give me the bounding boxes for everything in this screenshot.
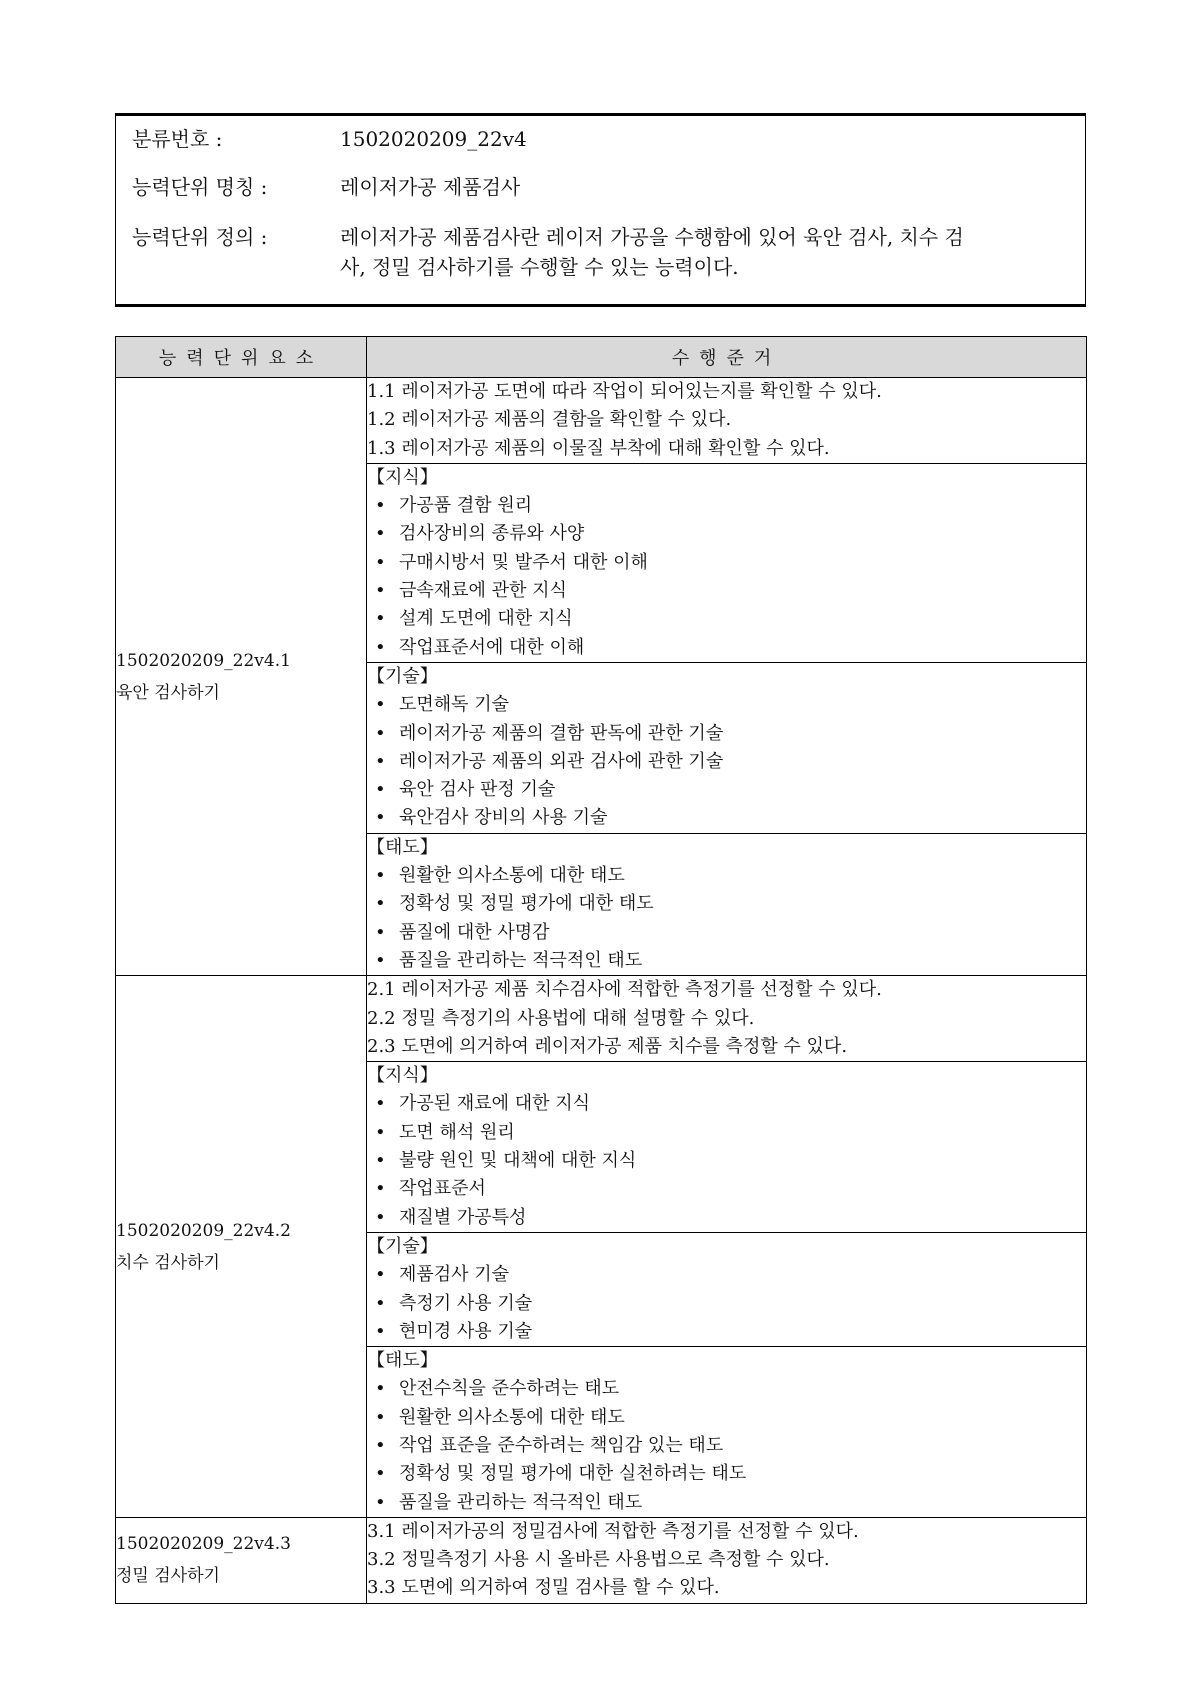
list-item: • 가공된 재료에 대한 지식 <box>375 1093 591 1115</box>
criteria-item: 1.3 레이저가공 제품의 이물질 부착에 대해 확인할 수 있다. <box>367 437 830 459</box>
section-title: 【기술】 <box>367 665 438 687</box>
criteria-item: 2.2 정밀 측정기의 사용법에 대해 설명할 수 있다. <box>367 1007 755 1029</box>
unit-cell <box>116 976 367 1518</box>
list-item: • 레이저가공 제품의 결함 판독에 관한 기술 <box>375 722 724 744</box>
unit-definition-value <box>340 222 1080 282</box>
list-item: • 설계 도면에 대한 지식 <box>375 608 573 630</box>
attitude-cell <box>367 833 1087 975</box>
list-item: • 정확성 및 정밀 평가에 대한 실천하려는 태도 <box>375 1463 747 1485</box>
list-item: • 재질별 가공특성 <box>375 1206 527 1228</box>
unit-row <box>116 976 1087 1062</box>
criteria-cell <box>367 976 1087 1062</box>
section-title: 【지식】 <box>367 466 438 488</box>
criteria-cell <box>367 378 1087 464</box>
list-item: • 검사장비의 종류와 사양 <box>375 523 585 545</box>
competency-table <box>115 336 1087 1604</box>
criteria-cell <box>367 1517 1087 1603</box>
list-item: • 제품검사 기술 <box>375 1264 510 1286</box>
list-item: • 육안검사 장비의 사용 기술 <box>375 807 608 829</box>
definition-line: 사, 정밀 검사하기를 수행할 수 있는 능력이다. <box>340 255 739 279</box>
list-item: • 품질을 관리하는 적극적인 태도 <box>375 1491 643 1513</box>
unit-name-value: 레이저가공 제품검사 <box>340 175 521 199</box>
list-item: • 원활한 의사소통에 대한 태도 <box>375 1406 625 1428</box>
skill-cell <box>367 1232 1087 1346</box>
classification-value: 1502020209_22v4 <box>340 127 527 151</box>
list-item: • 품질을 관리하는 적극적인 태도 <box>375 949 643 971</box>
criteria-item: 2.1 레이저가공 제품 치수검사에 적합한 측정기를 선정할 수 있다. <box>367 979 882 1001</box>
list-item: • 가공품 결함 원리 <box>375 495 533 517</box>
list-item: • 작업 표준을 준수하려는 책임감 있는 태도 <box>375 1434 724 1456</box>
list-item: • 원활한 의사소통에 대한 태도 <box>375 865 625 887</box>
knowledge-cell <box>367 463 1087 662</box>
list-item: • 측정기 사용 기술 <box>375 1292 533 1314</box>
element-header: 능력단위요소 <box>116 337 367 378</box>
section-title: 【기술】 <box>367 1235 438 1257</box>
list-item: • 안전수칙을 준수하려는 태도 <box>375 1378 620 1400</box>
criteria-item: 3.2 정밀측정기 사용 시 올바른 사용법으로 측정할 수 있다. <box>367 1549 830 1571</box>
criteria-item: 3.3 도면에 의거하여 정밀 검사를 할 수 있다. <box>367 1577 720 1599</box>
section-title: 【지식】 <box>367 1065 438 1087</box>
list-item: • 금속재료에 관한 지식 <box>375 580 567 602</box>
unit-name: 정밀 검사하기 <box>116 1566 220 1587</box>
list-item: • 육안 검사 판정 기술 <box>375 779 556 801</box>
list-item: • 품질에 대한 사명감 <box>375 921 550 943</box>
list-item: • 도면해독 기술 <box>375 694 510 716</box>
unit-row <box>116 1517 1087 1603</box>
unit-code: 1502020209_22v4.3 <box>116 1534 291 1555</box>
criteria-item: 3.1 레이저가공의 정밀검사에 적합한 측정기를 선정할 수 있다. <box>367 1520 859 1542</box>
list-item: • 현미경 사용 기술 <box>375 1320 533 1342</box>
list-item: • 도면 해석 원리 <box>375 1121 515 1143</box>
unit-cell <box>116 378 367 976</box>
unit-code: 1502020209_22v4.2 <box>116 1220 291 1241</box>
criteria-header: 수행준거 <box>367 337 1087 378</box>
knowledge-cell <box>367 1062 1087 1233</box>
section-title: 【태도】 <box>367 1350 438 1372</box>
unit-row <box>116 378 1087 464</box>
unit-definition-label: 능력단위 정의 : <box>132 225 268 249</box>
criteria-item: 1.1 레이저가공 도면에 따라 작업이 되어있는지를 확인할 수 있다. <box>367 381 882 402</box>
unit-name-label: 능력단위 명칭 : <box>132 175 268 199</box>
classification-label: 분류번호 : <box>132 127 223 151</box>
list-item: • 레이저가공 제품의 외관 검사에 관한 기술 <box>375 750 724 772</box>
list-item: • 정확성 및 정밀 평가에 대한 태도 <box>375 893 654 915</box>
definition-line: 레이저가공 제품검사란 레이저 가공을 수행함에 있어 육안 검사, 치수 검 <box>340 225 964 249</box>
unit-name: 육안 검사하기 <box>116 682 220 703</box>
table-header-row <box>116 337 1087 378</box>
list-item: • 작업표준서에 대한 이해 <box>375 636 585 658</box>
attitude-cell <box>367 1347 1087 1518</box>
criteria-item: 2.3 도면에 의거하여 레이저가공 제품 치수를 측정할 수 있다. <box>367 1035 848 1057</box>
skill-cell <box>367 662 1087 833</box>
list-item: • 구매시방서 및 발주서 대한 이해 <box>375 551 648 573</box>
section-title: 【태도】 <box>367 836 438 858</box>
unit-code: 1502020209_22v4.1 <box>116 650 291 671</box>
criteria-item: 1.2 레이저가공 제품의 결함을 확인할 수 있다. <box>367 409 732 431</box>
unit-name: 치수 검사하기 <box>116 1252 220 1273</box>
unit-cell <box>116 1517 367 1603</box>
list-item: • 작업표준서 <box>375 1178 486 1200</box>
list-item: • 불량 원인 및 대책에 대한 지식 <box>375 1150 637 1172</box>
unit-info-box <box>115 113 1086 307</box>
